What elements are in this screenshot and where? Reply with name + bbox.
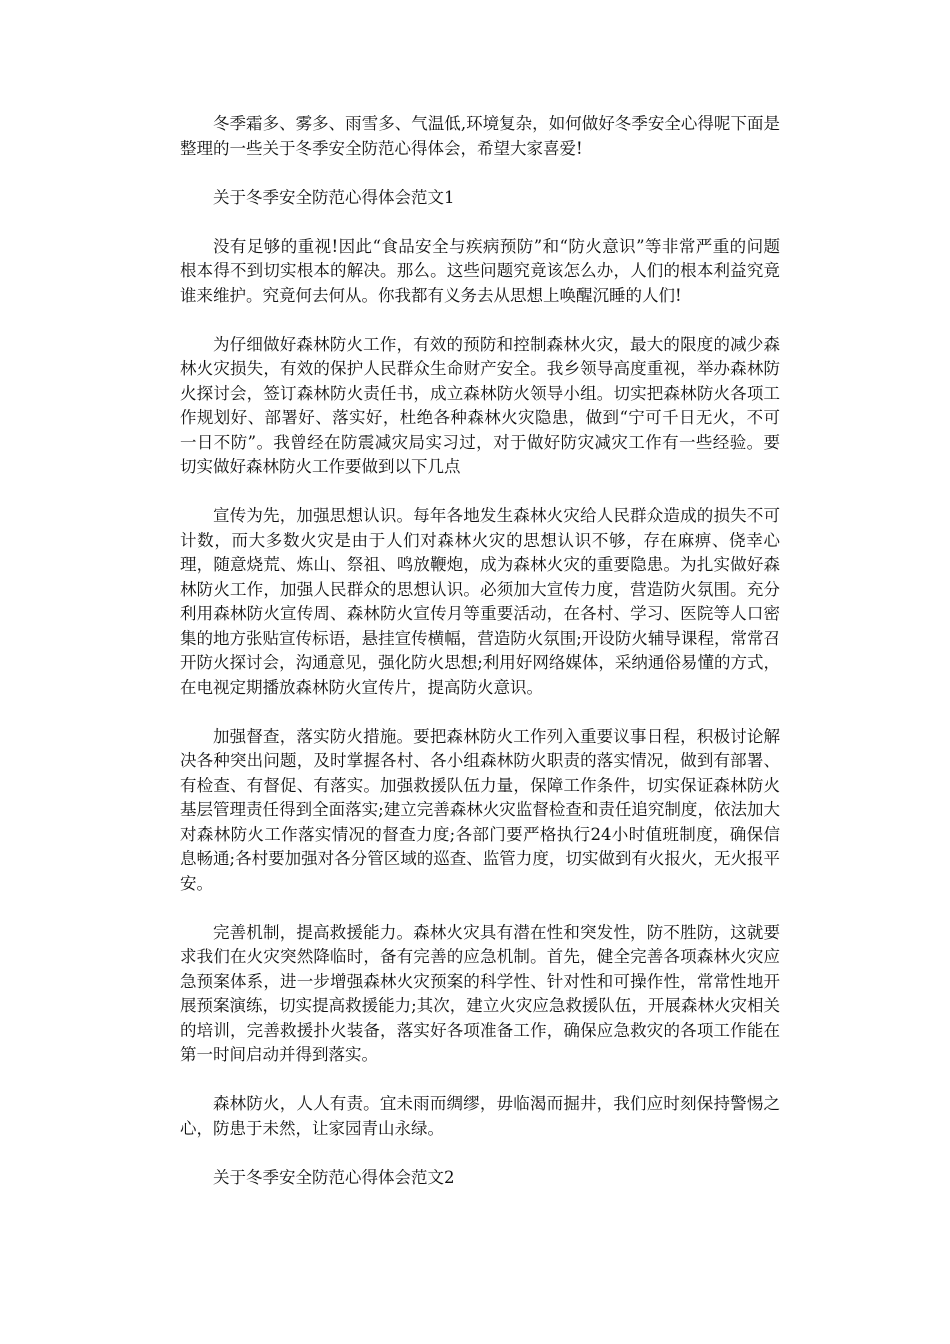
section-heading-1: 关于冬季安全防范心得体会范文1 — [213, 187, 455, 207]
paragraph-1: 没有足够的重视!因此“食品安全与疾病预防”和“防火意识”等非常严重的问题根本得不到切实根本的解决。那么。这些问题究竟该怎么办，人们的根本利益究竟谁来维护。究竟何去何从。你我都有义务去从思想上唤醒沉睡的人们! — [180, 236, 780, 305]
paragraph-5: 完善机制，提高救援能力。森林火灾具有潜在性和突发性，防不胜防，这就要求我们在火灾突然降临时，备有完善的应急机制。首先，健全完善各项森林火灾应急预案体系，进一步增强森林火灾预案的科学性、针对性和可操作性，常常性地开展预案演练，切实提高救援能力;其次，建立火灾应急救援队伍，开展森林火灾相关的培训，完善救援扑火装备，落实好各项准备工作，确保应急救灾的各项工作能在第一时间启动并得到落实。 — [180, 922, 780, 1064]
paragraph-4: 加强督查，落实防火措施。要把森林防火工作列入重要议事日程，积极讨论解决各种突出问题，及时掌握各村、各小组森林防火职责的落实情况，做到有部署、有检查、有督促、有落实。加强救援队伍力量，保障工作条件，切实保证森林防火基层管理责任得到全面落实;建立完善森林火灾监督检查和责任追究制度，依法加大对森林防火工作落实情况的督查力度;各部门要严格执行24小时值班制度，确保信息畅通;各村要加强对各分管区域的巡查、监管力度，切实做到有火报火，无火报平安。 — [180, 726, 780, 893]
paragraph-6: 森林防火，人人有责。宜未雨而绸缪，毋临渴而掘井，我们应时刻保持警惕之心，防患于未然，让家园青山永绿。 — [180, 1094, 780, 1138]
intro-paragraph: 冬季霜多、雾多、雨雪多、气温低,环境复杂，如何做好冬季安全心得呢下面是整理的一些关于冬季安全防范心得体会，希望大家喜爱! — [180, 114, 780, 158]
document-body — [180, 112, 780, 1215]
paragraph-3: 宣传为先，加强思想认识。每年各地发生森林火灾给人民群众造成的损失不可计数，而大多数火灾是由于人们对森林火灾的思想认识不够，存在麻痹、侥幸心理，随意烧荒、炼山、祭祖、鸣放鞭炮，成为森林火灾的重要隐患。为扎实做好森林防火工作，加强人民群众的思想认识。必须加大宣传力度，营造防火氛围。充分利用森林防火宣传周、森林防火宣传月等重要活动，在各村、学习、医院等人口密集的地方张贴宣传标语，悬挂宣传横幅，营造防火氛围;开设防火辅导课程，常常召开防火探讨会，沟通意见，强化防火思想;利用好网络媒体，采纳通俗易懂的方式，在电视定期播放森林防火宣传片，提高防火意识。 — [180, 506, 780, 697]
paragraph-2: 为仔细做好森林防火工作，有效的预防和控制森林火灾，最大的限度的减少森林火灾损失，有效的保护人民群众生命财产安全。我乡领导高度重视，举办森林防火探讨会，签订森林防火责任书，成立森林防火领导小组。切实把森林防火各项工作规划好、部署好、落实好，杜绝各种森林火灾隐患，做到“宁可千日无火，不可一日不防”。我曾经在防震减灾局实习过，对于做好防灾减灾工作有一些经验。要切实做好森林防火工作要做到以下几点 — [180, 334, 780, 476]
section-heading-2: 关于冬季安全防范心得体会范文2 — [213, 1167, 455, 1187]
